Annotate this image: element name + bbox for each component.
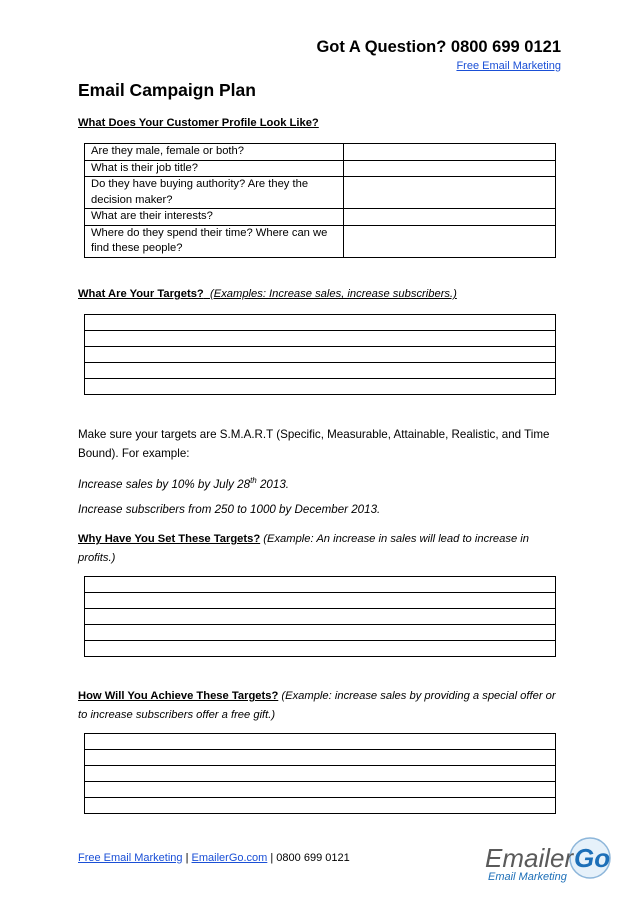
answer-cell[interactable] bbox=[85, 331, 556, 347]
footer-link-free-email[interactable]: Free Email Marketing bbox=[78, 852, 183, 864]
answer-cell[interactable] bbox=[85, 734, 556, 750]
header-question: Got A Question? 0800 699 0121 bbox=[316, 38, 561, 56]
table-row bbox=[85, 347, 556, 363]
table-row bbox=[85, 144, 556, 161]
profile-table bbox=[84, 143, 556, 258]
answer-cell[interactable] bbox=[85, 641, 556, 657]
table-row bbox=[85, 593, 556, 609]
table-row bbox=[85, 734, 556, 750]
profile-question: Where do they spend their time? Where can we find these people? bbox=[85, 225, 344, 257]
answer-cell[interactable] bbox=[85, 347, 556, 363]
table-row bbox=[85, 798, 556, 814]
table-row bbox=[85, 782, 556, 798]
logo-word-go: Go bbox=[574, 843, 611, 873]
profile-heading: What Does Your Customer Profile Look Like? bbox=[78, 117, 319, 129]
targets-example: (Examples: Increase sales, increase subscribers.) bbox=[210, 288, 457, 300]
how-block bbox=[78, 687, 568, 725]
answer-cell[interactable] bbox=[85, 379, 556, 395]
answer-cell[interactable] bbox=[85, 766, 556, 782]
why-table bbox=[84, 576, 556, 657]
how-table bbox=[84, 733, 556, 814]
answer-cell[interactable] bbox=[344, 160, 556, 177]
answer-cell[interactable] bbox=[85, 363, 556, 379]
footer-phone: | 0800 699 0121 bbox=[270, 852, 350, 864]
emailergo-logo bbox=[482, 836, 612, 886]
answer-cell[interactable] bbox=[344, 177, 556, 209]
table-row bbox=[85, 225, 556, 257]
targets-heading bbox=[78, 288, 457, 300]
answer-cell[interactable] bbox=[344, 144, 556, 161]
answer-cell[interactable] bbox=[344, 225, 556, 257]
example1-text: Increase sales by 10% by July 28 bbox=[78, 477, 251, 491]
answer-cell[interactable] bbox=[85, 593, 556, 609]
answer-cell[interactable] bbox=[85, 782, 556, 798]
smart-paragraph: Make sure your targets are S.M.A.R.T (Specific, Measurable, Attainable, Realistic, and Time Bound). For example: bbox=[78, 428, 550, 460]
logo-word-emailer: Emailer bbox=[485, 843, 574, 873]
answer-cell[interactable] bbox=[85, 750, 556, 766]
answer-cell[interactable] bbox=[85, 577, 556, 593]
profile-question: Do they have buying authority? Are they the decision maker? bbox=[85, 177, 344, 209]
table-row bbox=[85, 641, 556, 657]
table-row bbox=[85, 625, 556, 641]
answer-cell[interactable] bbox=[85, 609, 556, 625]
why-example: (Example: An increase in sales will lead to increase in profits.) bbox=[78, 533, 529, 564]
answer-cell[interactable] bbox=[85, 315, 556, 331]
how-heading: How Will You Achieve These Targets? bbox=[78, 690, 279, 702]
targets-heading-text: What Are Your Targets? bbox=[78, 288, 204, 300]
table-row bbox=[85, 177, 556, 209]
logo-graphic bbox=[482, 836, 612, 886]
table-row bbox=[85, 379, 556, 395]
footer-link-emailergo[interactable]: EmailerGo.com bbox=[191, 852, 268, 864]
logo-tagline: Email Marketing bbox=[488, 871, 567, 883]
page-title: Email Campaign Plan bbox=[78, 80, 256, 100]
how-example: (Example: increase sales by providing a special offer or to increase subscribers offer a free gift.) bbox=[78, 690, 556, 721]
table-row bbox=[85, 315, 556, 331]
smart-example-1 bbox=[78, 471, 568, 494]
targets-table bbox=[84, 314, 556, 395]
example1-sup: th bbox=[250, 476, 257, 485]
table-row bbox=[85, 363, 556, 379]
why-block bbox=[78, 530, 568, 568]
header-link[interactable]: Free Email Marketing bbox=[456, 60, 561, 72]
profile-question: What is their job title? bbox=[85, 160, 344, 177]
table-row bbox=[85, 766, 556, 782]
footer-separator: | bbox=[185, 852, 189, 864]
table-row bbox=[85, 750, 556, 766]
table-row bbox=[85, 209, 556, 226]
answer-cell[interactable] bbox=[85, 798, 556, 814]
profile-question: Are they male, female or both? bbox=[85, 144, 344, 161]
table-row bbox=[85, 331, 556, 347]
why-heading: Why Have You Set These Targets? bbox=[78, 533, 261, 545]
answer-cell[interactable] bbox=[344, 209, 556, 226]
example1-year: 2013. bbox=[256, 477, 289, 491]
smart-example-2: Increase subscribers from 250 to 1000 by December 2013. bbox=[78, 503, 381, 516]
table-row bbox=[85, 577, 556, 593]
profile-question: What are their interests? bbox=[85, 209, 344, 226]
table-row bbox=[85, 609, 556, 625]
footer bbox=[78, 852, 350, 864]
answer-cell[interactable] bbox=[85, 625, 556, 641]
table-row bbox=[85, 160, 556, 177]
